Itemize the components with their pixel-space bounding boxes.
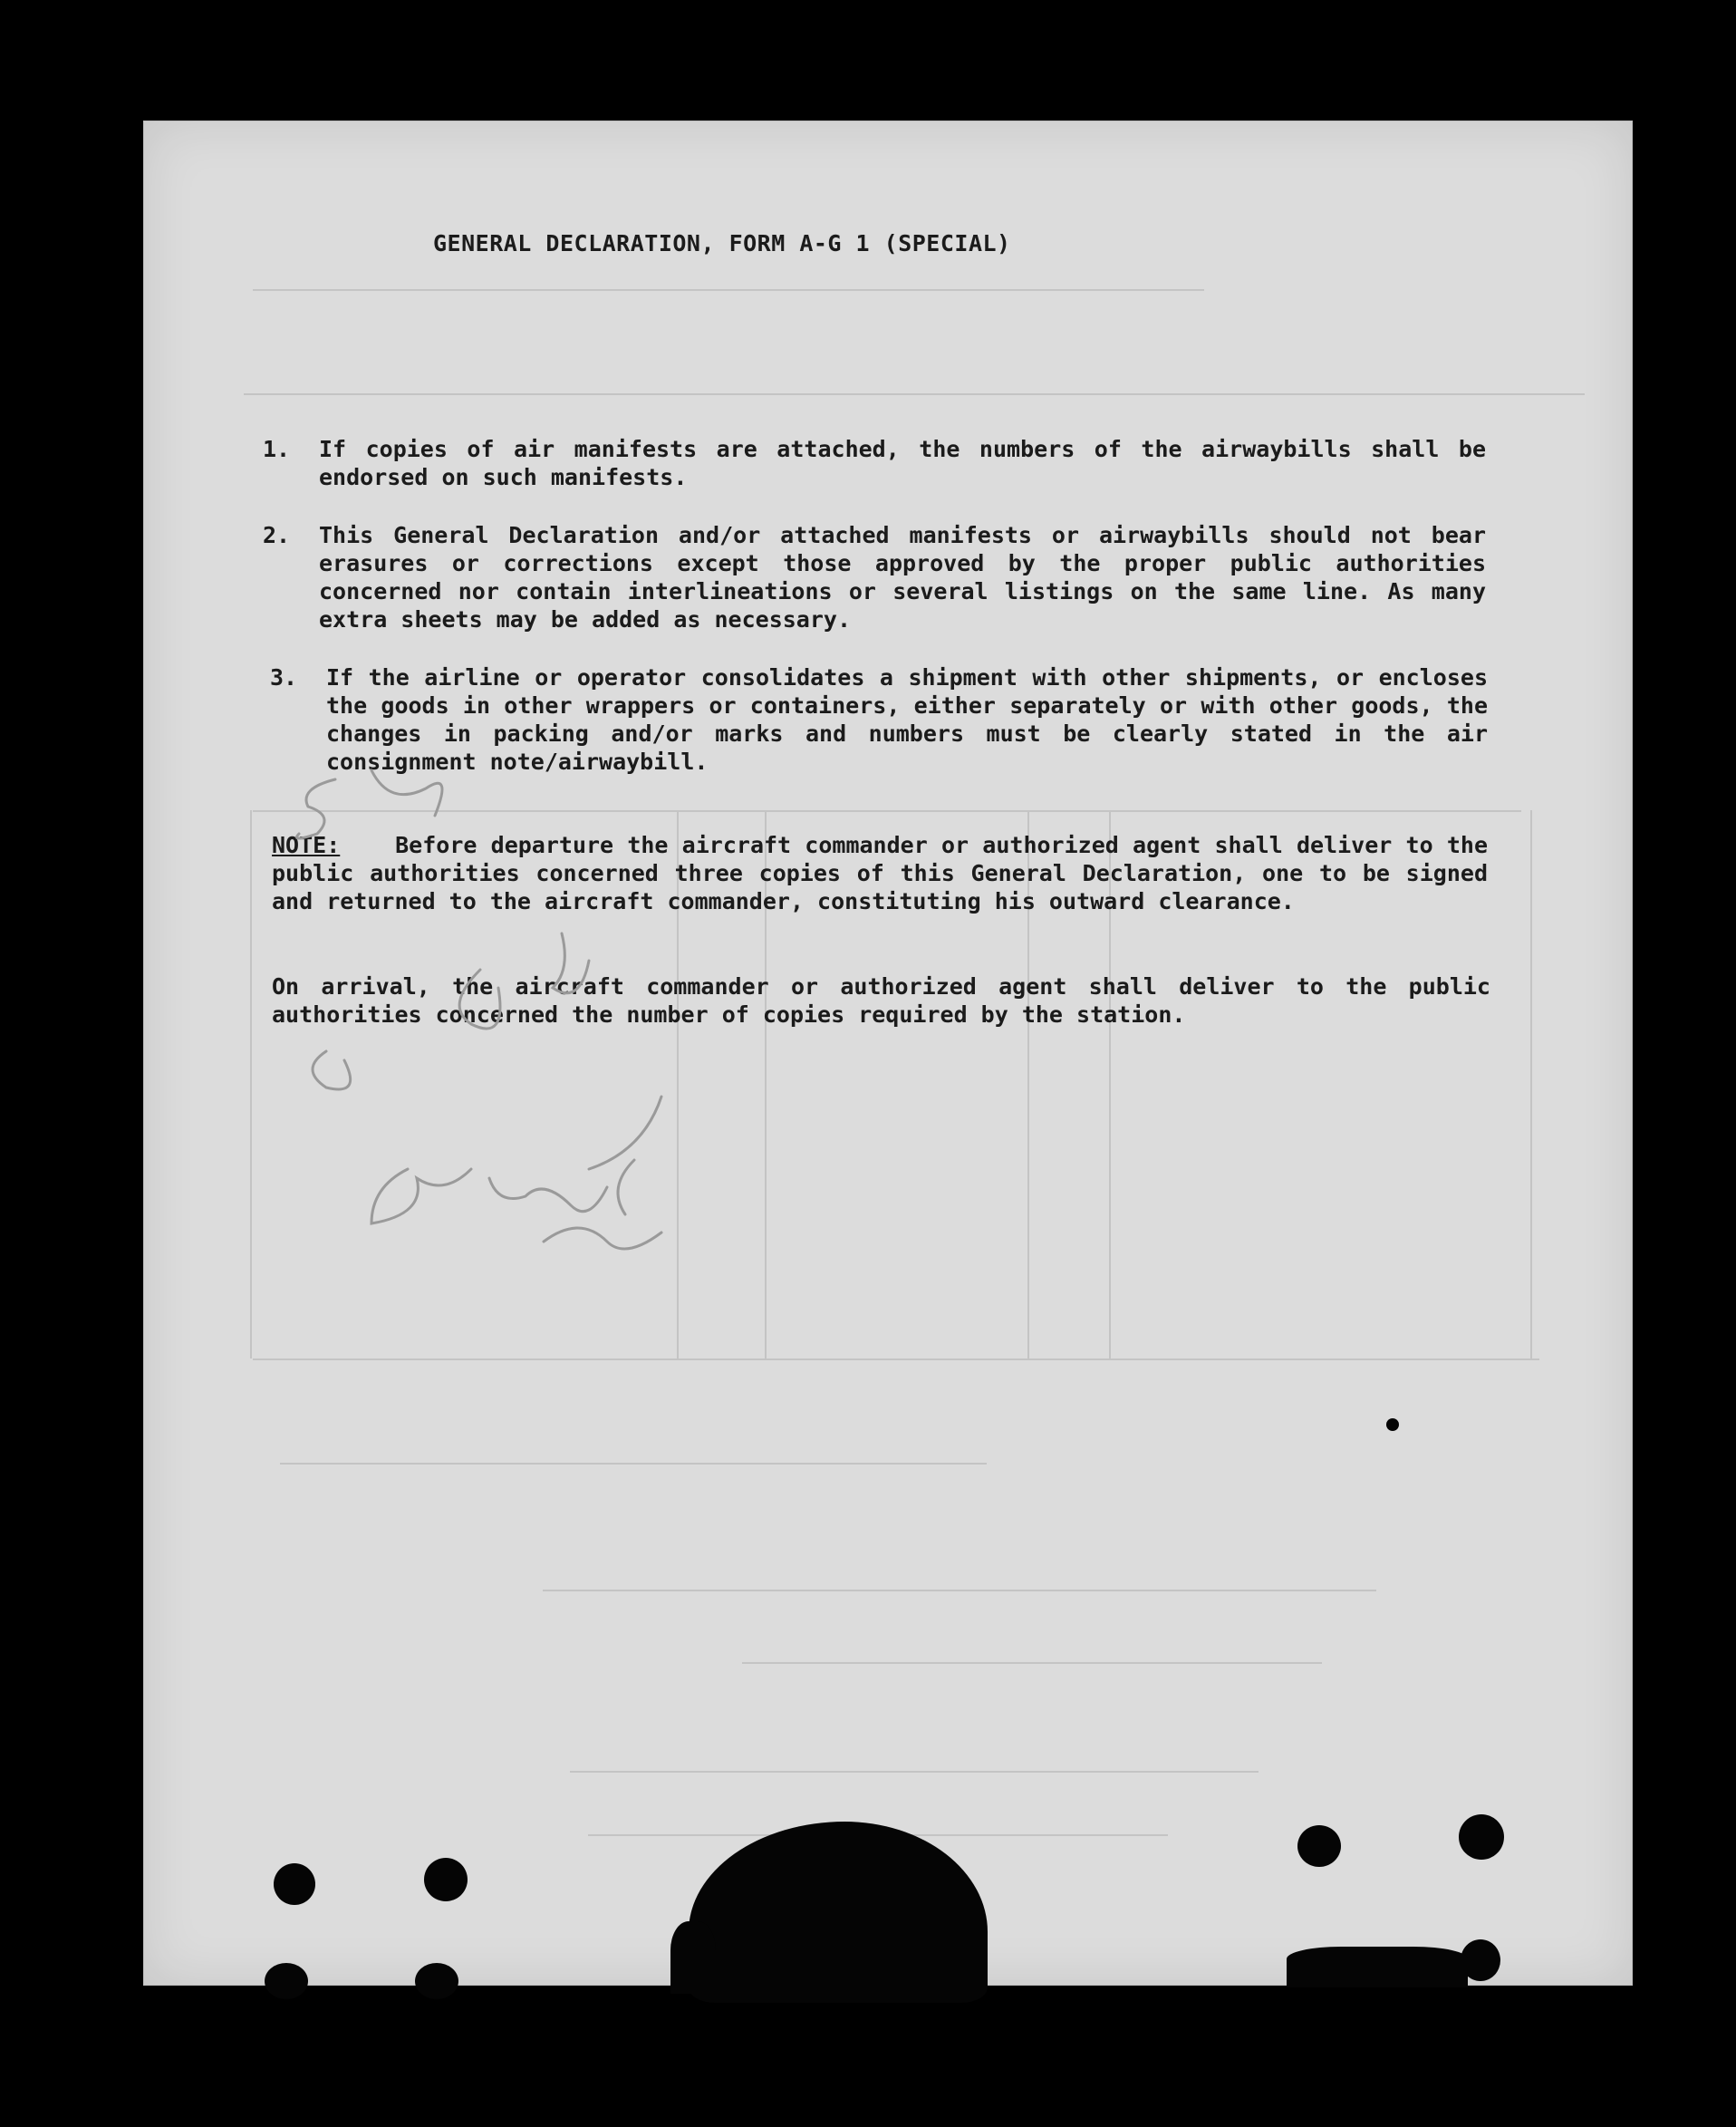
- instruction-item-2: [263, 521, 1486, 633]
- punch-hole: [424, 1858, 468, 1901]
- item-number: 1.: [263, 436, 291, 462]
- punch-hole: [415, 1963, 458, 1999]
- item-text: If copies of air manifests are attached, the numbers of the airwaybills shall be endorsed on such manifests.: [319, 436, 1486, 490]
- torn-damage: [670, 1921, 716, 1994]
- instruction-item-1: [263, 435, 1486, 491]
- note-label: NOTE:: [272, 832, 341, 858]
- item-text: This General Declaration and/or attached manifests or airwaybills should not bear erasures or corrections except those approved by the proper public authorities concerned nor contain interlineations or several listings on the same line. As many extra sheets may be added as necessary.: [319, 522, 1486, 633]
- punch-hole: [1297, 1825, 1341, 1867]
- ink-speck: [1386, 1418, 1399, 1431]
- arrival-paragraph: On arrival, the aircraft commander or authorized agent shall deliver to the public authorities concerned the number of copies required by the station.: [272, 973, 1490, 1028]
- punch-hole: [274, 1863, 315, 1905]
- handwriting-scribble-icon: [272, 752, 743, 1260]
- item-number: 2.: [263, 522, 291, 548]
- torn-damage: [1287, 1947, 1468, 1987]
- item-text: If the airline or operator consolidates a shipment with other shipments, or encloses the goods in other wrappers or containers, either separately or with other goods, the changes in packing and/or marks and numbers must be clearly stated in the air consignment note/airwaybill.: [326, 664, 1488, 775]
- note-text: Before departure the aircraft commander or authorized agent shall deliver to the public authorities concerned three copies of this General Declaration, one to be signed and returned to the aircraft commander, constituting his outward clearance.: [272, 832, 1488, 914]
- punch-hole: [265, 1963, 308, 1999]
- document-title: GENERAL DECLARATION, FORM A-G 1 (SPECIAL): [433, 230, 1011, 256]
- item-number: 3.: [270, 664, 298, 691]
- punch-hole: [1459, 1814, 1504, 1860]
